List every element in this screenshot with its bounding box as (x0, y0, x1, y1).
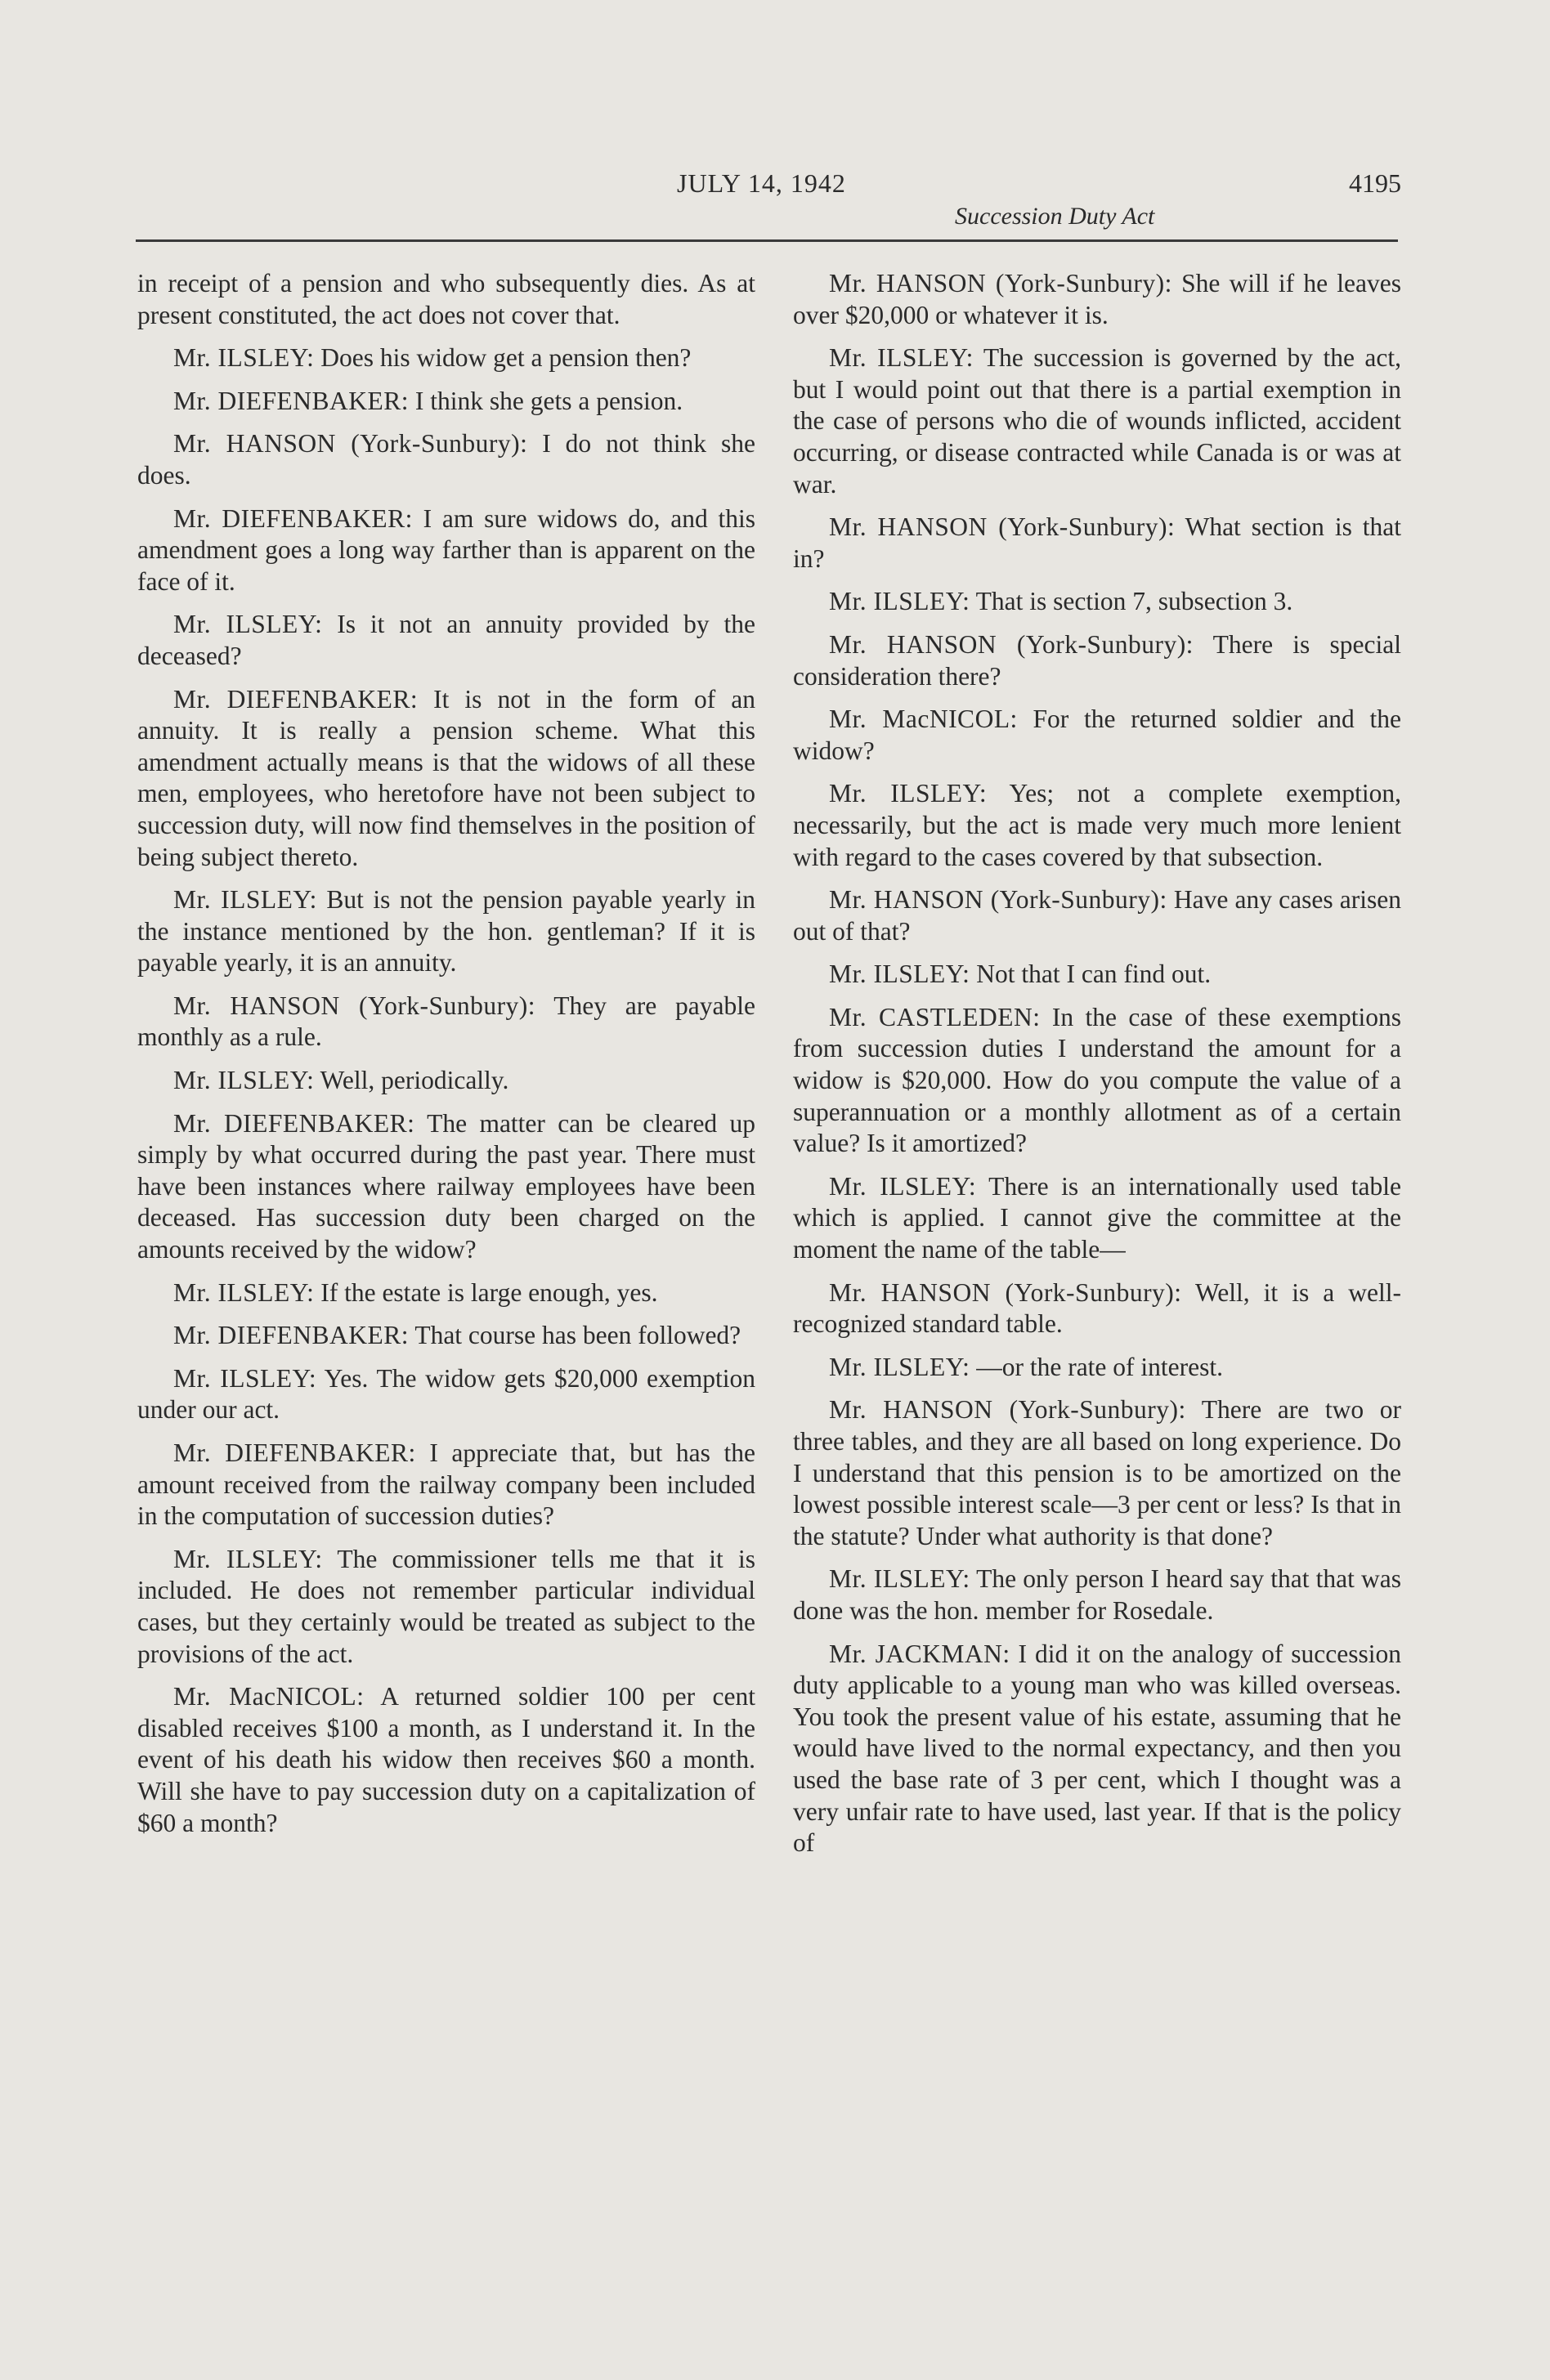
paragraph-text: The commissioner tells me that it is included. He does not remember particular individual cases, but they certainly would be treated as subject to the provisions of the act. (137, 1544, 755, 1668)
paragraph-text: Well, it is a well-recognized standard table. (793, 1277, 1402, 1339)
paragraph (137, 991, 755, 1054)
paragraph (137, 1277, 755, 1309)
paragraph-text: Does his widow get a pension then? (314, 343, 692, 373)
paragraph-text: If the estate is large enough, yes. (314, 1277, 658, 1307)
paragraph (793, 629, 1401, 692)
paragraph-text: Is it not an annuity provided by the deceased? (137, 610, 755, 670)
paragraph (793, 1171, 1401, 1266)
paragraph-text: They are payable monthly as a rule. (137, 991, 755, 1052)
paragraph (793, 778, 1401, 873)
paragraph-text: What section is that in? (793, 512, 1401, 573)
paragraph (793, 1002, 1401, 1160)
speaker-name: Mr. DIEFENBAKER: (173, 684, 419, 714)
speaker-name: Mr. ILSLEY: (829, 343, 974, 373)
paragraph (793, 342, 1401, 500)
speaker-name: Mr. ILSLEY: (829, 587, 970, 616)
paragraph-text: A returned soldier 100 per cent disabled receives $100 a month, as I understand it. In the event of his death his widow then receives $60 a month. Will she have to pay succession duty on a capitalization of $60 a month? (137, 1682, 755, 1837)
paragraph (137, 386, 755, 418)
speaker-name: Mr. ILSLEY: (173, 1066, 315, 1095)
paragraph-text: in receipt of a pension and who subsequently dies. As at present constituted, the act does not cover that. (137, 269, 755, 329)
paragraph-text: Have any cases arisen out of that? (793, 885, 1401, 946)
paragraph-text: Yes. The widow gets $20,000 exemption under our act. (137, 1363, 755, 1425)
paragraph (137, 684, 755, 874)
header-rule (136, 239, 1398, 242)
paragraph-text: —or the rate of interest. (970, 1352, 1223, 1381)
speaker-name: Mr. HANSON (York-Sunbury): (829, 512, 1176, 542)
paragraph (137, 1544, 755, 1670)
paragraph-text: For the returned soldier and the widow? (793, 705, 1401, 765)
paragraph-text: That is section 7, subsection 3. (970, 587, 1293, 616)
speaker-name: Mr. ILSLEY: (829, 1171, 977, 1201)
speaker-name: Mr. JACKMAN: (829, 1639, 1010, 1668)
speaker-name: Mr. ILSLEY: (173, 1277, 315, 1307)
speaker-name: Mr. HANSON (York-Sunbury): (173, 991, 536, 1020)
speaker-name: Mr. ILSLEY: (173, 1363, 317, 1393)
paragraph-text: There is an internationally used table which is applied. I cannot give the committee at the moment the name of the table— (793, 1171, 1402, 1264)
paragraph (793, 1394, 1401, 1552)
speaker-name: Mr. HANSON (York-Sunbury): (173, 429, 528, 459)
speaker-name: Mr. CASTLEDEN: (829, 1002, 1041, 1031)
speaker-name: Mr. DIEFENBAKER: (173, 1438, 416, 1467)
paragraph-text: In the case of these exemptions from succession duties I understand the amount for a widow is $20,000. How do you compute the value of a superannuation or a monthly allotment as of a certain value? Is it amortized? (793, 1002, 1401, 1158)
paragraph-text: It is not in the form of an annuity. It is really a pension scheme. What this amendment actually means is that the widows of all these men, employees, who heretofore have not been subject to succession duty, will now find themselves in the position of being subject thereto. (137, 684, 755, 871)
paragraph-text: I do not think she does. (137, 429, 755, 490)
speaker-name: Mr. ILSLEY: (829, 1564, 970, 1594)
paragraph-text: Well, periodically. (314, 1066, 509, 1095)
paragraph (137, 342, 755, 374)
paragraph-text: I am sure widows do, and this amendment goes a long way farther than is apparent on the face of it. (137, 503, 755, 596)
speaker-name: Mr. HANSON (York-Sunbury): (829, 1277, 1182, 1307)
paragraph (793, 959, 1401, 991)
paragraph-text: I think she gets a pension. (409, 386, 683, 415)
speaker-name: Mr. ILSLEY: (829, 1352, 970, 1381)
paragraph (793, 586, 1401, 618)
paragraph-text: But is not the pension payable yearly in the instance mentioned by the hon. gentleman? If it is payable yearly, it is an annuity. (137, 885, 755, 978)
speaker-name: Mr. DIEFENBAKER: (173, 386, 410, 415)
paragraph (137, 503, 755, 598)
speaker-name: Mr. DIEFENBAKER: (173, 1321, 410, 1350)
speaker-name: Mr. ILSLEY: (173, 610, 323, 639)
paragraph (137, 1363, 755, 1426)
header-date: JULY 14, 1942 (677, 168, 846, 198)
paragraph-text: She will if he leaves over $20,000 or whatever it is. (793, 269, 1401, 329)
paragraph (137, 428, 755, 491)
paragraph (137, 1681, 755, 1839)
paragraph-text: That course has been followed? (409, 1321, 741, 1350)
paragraph (793, 704, 1401, 767)
paragraph (793, 512, 1401, 575)
paragraph (793, 884, 1401, 947)
speaker-name: Mr. ILSLEY: (173, 885, 317, 915)
page-number: 4195 (1349, 168, 1401, 198)
speaker-name: Mr. HANSON (York-Sunbury): (829, 269, 1172, 298)
speaker-name: Mr. DIEFENBAKER: (173, 1108, 415, 1138)
speaker-name: Mr. MacNICOL: (829, 705, 1018, 734)
speaker-name: Mr. ILSLEY: (829, 779, 988, 808)
left-column (137, 268, 755, 1850)
speaker-name: Mr. ILSLEY: (829, 960, 970, 989)
paragraph (793, 1564, 1401, 1626)
speaker-name: Mr. DIEFENBAKER: (173, 503, 413, 533)
paragraph-text: There is special consideration there? (793, 629, 1401, 691)
paragraph (793, 268, 1401, 331)
paragraph (137, 1438, 755, 1532)
paragraph-text: The only person I heard say that that was done was the hon. member for Rosedale. (793, 1564, 1401, 1625)
paragraph-text: I did it on the analogy of succession duty applicable to a young man who was killed overseas. You took the present value of his estate, assuming that he would have lived to the normal expectancy, and then you used the base rate of 3 per cent, which I thought was a very unfair rate to have used, last year. If that is the policy of (793, 1639, 1401, 1858)
speaker-name: Mr. HANSON (York-Sunbury): (829, 885, 1167, 915)
section-title: Succession Duty Act (955, 203, 1155, 230)
paragraph-text: There are two or three tables, and they are all based on long experience. Do I understand that this pension is to be amortized on the lowest possible interest scale—3 per cent or less? Is that in the statute? Under what authority is that done? (793, 1395, 1401, 1550)
paragraph (137, 884, 755, 979)
paragraph-text: The succession is governed by the act, but I would point out that there is a partial exemption in the case of persons who die of wounds inflicted, accident occurring, or disease contracted while Canada is or was at war. (793, 343, 1401, 499)
speaker-name: Mr. HANSON (York-Sunbury): (829, 1395, 1186, 1425)
paragraph (137, 268, 755, 331)
paragraph-text: Not that I can find out. (970, 960, 1212, 989)
right-column (793, 268, 1401, 1871)
paragraph (137, 609, 755, 672)
paragraph-text: The matter can be cleared up simply by what occurred during the past year. There must have been instances where railway employees have been deceased. Has succession duty been charged on the amounts received by the widow? (137, 1108, 755, 1264)
speaker-name: Mr. ILSLEY: (173, 1544, 323, 1573)
paragraph (793, 1277, 1401, 1340)
paragraph-text: I appreciate that, but has the amount received from the railway company been included in the computation of succession duties? (137, 1438, 755, 1531)
paragraph (137, 1320, 755, 1352)
paragraph (793, 1639, 1401, 1859)
speaker-name: Mr. HANSON (York-Sunbury): (829, 629, 1194, 659)
speaker-name: Mr. MacNICOL: (173, 1682, 365, 1711)
paragraph-text: Yes; not a complete exemption, necessarily, but the act is made very much more lenient with regard to the cases covered by that subsection. (793, 779, 1401, 871)
paragraph (137, 1108, 755, 1266)
paragraph (793, 1352, 1401, 1384)
paragraph (137, 1065, 755, 1097)
speaker-name: Mr. ILSLEY: (173, 343, 315, 373)
